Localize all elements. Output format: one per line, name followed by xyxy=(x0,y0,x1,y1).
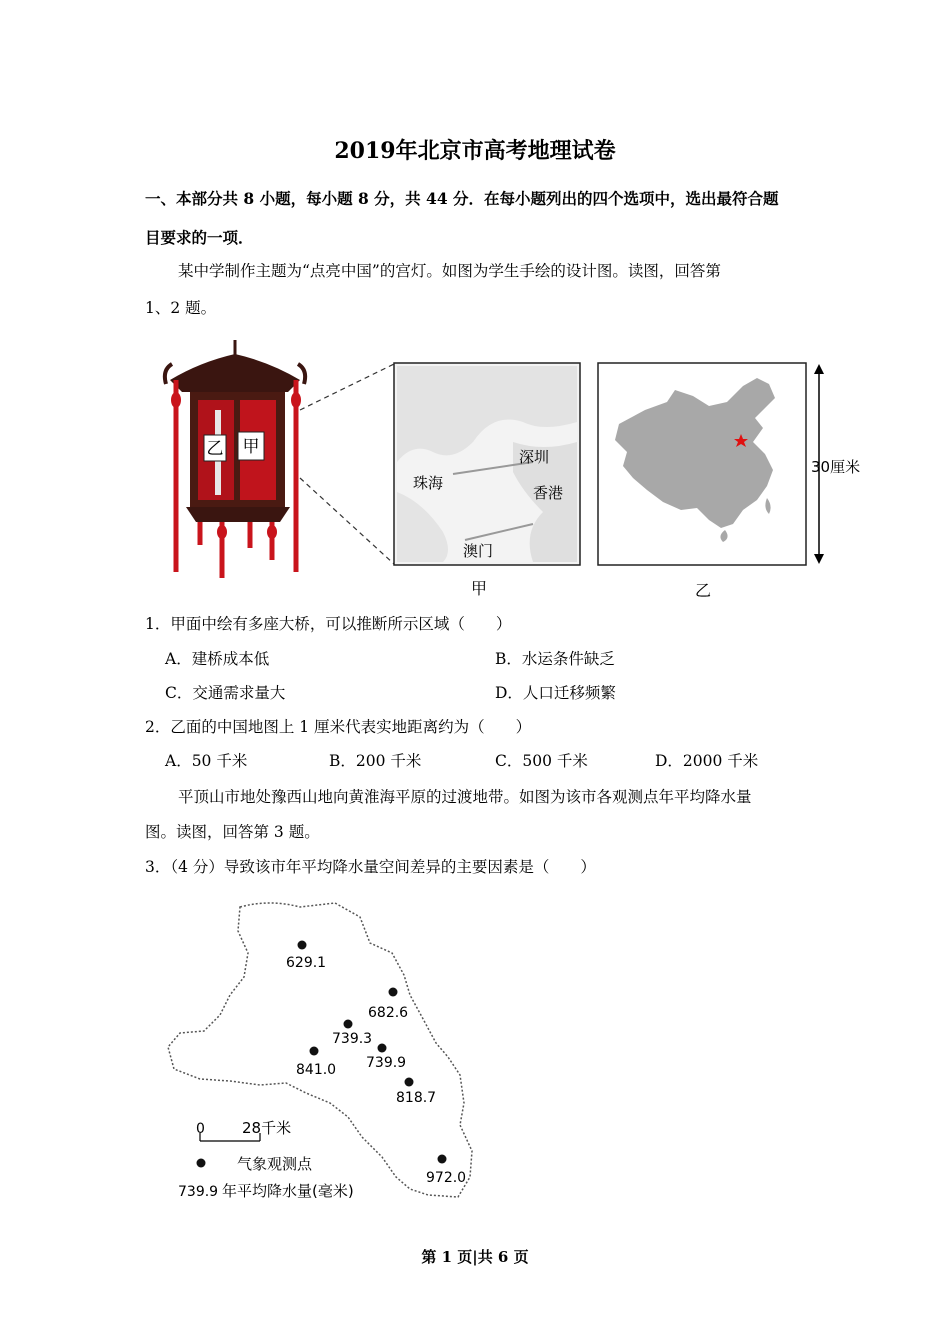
lantern-label-yi: 乙 xyxy=(206,439,224,459)
scale-value: 28千米 xyxy=(242,1119,292,1137)
scale-zero: 0 xyxy=(196,1121,205,1137)
map-height-label: 30厘米 xyxy=(811,458,861,476)
station-value: 682.6 xyxy=(368,1005,409,1021)
station-value: 818.7 xyxy=(396,1090,437,1106)
map-label-shenzhen: 深圳 xyxy=(519,448,550,466)
panel-jia-caption: 甲 xyxy=(470,579,488,598)
station-value: 739.9 xyxy=(366,1055,407,1071)
legend-station-label: 气象观测点 xyxy=(237,1155,313,1173)
lantern-label-jia: 甲 xyxy=(242,437,260,457)
legend-example-value: 739.9 xyxy=(178,1184,219,1200)
page-footer: 第 1 页|共 6 页 xyxy=(421,1248,529,1266)
q2-option-d: D．2000 千米 xyxy=(655,752,759,770)
q1-stem: 1．甲面中绘有多座大桥，可以推断所示区域（ ） xyxy=(145,615,512,633)
station-value: 739.3 xyxy=(332,1031,373,1047)
q2-stem: 2．乙面的中国地图上 1 厘米代表实地距离约为（ ） xyxy=(145,718,532,736)
q1-option-a: A．建桥成本低 xyxy=(165,650,270,668)
panel-yi-map xyxy=(597,362,867,566)
precipitation-map xyxy=(160,895,490,1210)
panel-yi-caption: 乙 xyxy=(694,581,712,600)
intro2-line1: 平顶山市地处豫西山地向黄淮海平原的过渡地带。如图为该市各观测点年平均降水量 xyxy=(178,788,752,806)
intro1-line2: 1、2 题。 xyxy=(145,299,217,317)
page-title: 2019年北京市高考地理试卷 xyxy=(334,138,616,164)
station-value: 629.1 xyxy=(286,955,327,971)
q2-option-a: A．50 千米 xyxy=(165,752,248,770)
legend-precip-label: 年平均降水量(毫米) xyxy=(222,1182,354,1200)
q3-stem: 3．（4 分）导致该市年平均降水量空间差异的主要因素是（ ） xyxy=(145,858,596,876)
lantern-figure xyxy=(160,340,310,585)
map-label-hongkong: 香港 xyxy=(533,484,564,502)
connector-lines xyxy=(290,360,400,570)
q2-option-b: B．200 千米 xyxy=(329,752,422,770)
q1-option-d: D．人口迁移频繁 xyxy=(495,684,616,702)
section-heading-line2: 目要求的一项． xyxy=(145,228,254,247)
q1-option-c: C．交通需求量大 xyxy=(165,684,286,702)
q1-option-b: B．水运条件缺乏 xyxy=(495,650,615,668)
map-label-macau: 澳门 xyxy=(463,542,494,560)
map-label-zhuhai: 珠海 xyxy=(413,474,444,492)
section-heading-line1: 一、本部分共 8 小题，每小题 8 分，共 44 分．在每小题列出的四个选项中，选出最符合题 xyxy=(145,189,779,208)
panel-jia-map xyxy=(393,362,581,566)
intro1-line1: 某中学制作主题为“点亮中国”的宫灯。如图为学生手绘的设计图。读图，回答第 xyxy=(178,262,721,280)
station-value: 972.0 xyxy=(426,1170,467,1186)
station-value: 841.0 xyxy=(296,1062,337,1078)
intro2-line2: 图。读图，回答第 3 题。 xyxy=(145,823,320,841)
q2-option-c: C．500 千米 xyxy=(495,752,588,770)
